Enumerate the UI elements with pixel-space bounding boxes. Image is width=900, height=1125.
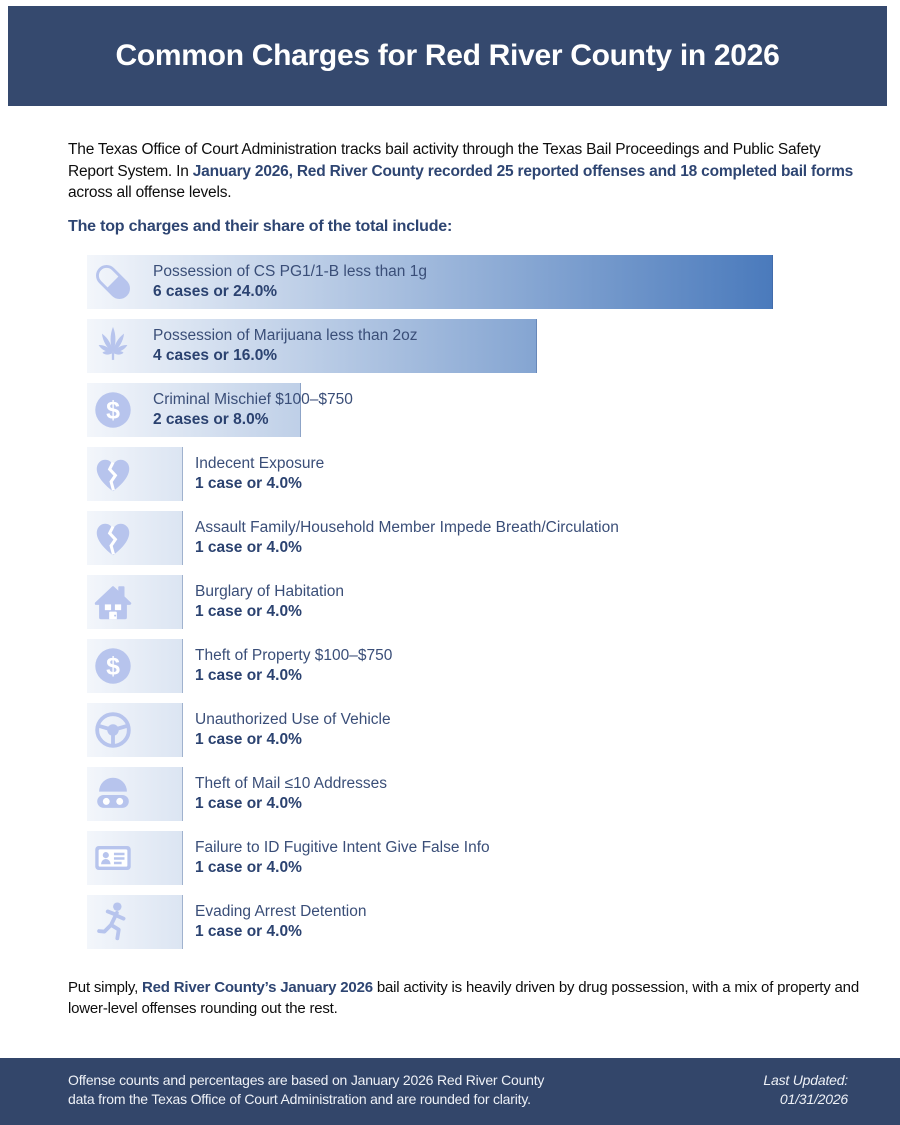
charge-label: Theft of Property $100–$750 (195, 647, 393, 664)
charge-value: 1 case or 4.0% (195, 475, 302, 492)
chart-row (87, 703, 847, 757)
svg-text:$: $ (106, 396, 120, 425)
charge-text (195, 582, 344, 622)
charge-label: Criminal Mischief $100–$750 (153, 391, 353, 408)
chart-heading: The top charges and their share of the total include: (68, 218, 453, 235)
pill-icon (90, 259, 136, 305)
charge-label: Possession of CS PG1/1-B less than 1g (153, 263, 427, 280)
dollar-circle-icon (90, 643, 136, 689)
charge-text (195, 710, 391, 750)
chart-row (87, 639, 847, 693)
footer-note-line2: data from the Texas Office of Court Administration and are rounded for clarity. (68, 1091, 531, 1107)
broken-heart-icon (90, 451, 136, 497)
charge-text (153, 326, 418, 366)
intro-paragraph: The Texas Office of Court Administration tracks bail activity through the Texas Bail Proceedings and Public Safety Report System. In January 2026, Red River County recorded 25 reported offenses and 18 completed bail forms across all offense levels. (68, 141, 854, 201)
header-banner (8, 6, 887, 106)
charge-text (195, 902, 366, 942)
charge-value: 1 case or 4.0% (195, 859, 302, 876)
charge-text (195, 646, 392, 686)
charge-text (195, 774, 387, 814)
footer-note-line1: Offense counts and percentages are based on January 2026 Red River County (68, 1072, 545, 1088)
charge-label: Indecent Exposure (195, 455, 325, 472)
svg-text:$: $ (106, 652, 120, 681)
charge-value: 1 case or 4.0% (195, 667, 302, 684)
footer (0, 1058, 900, 1125)
page-title: Common Charges for Red River County in 2026 (115, 39, 780, 72)
footer-note (68, 1071, 544, 1109)
charge-value: 1 case or 4.0% (195, 603, 302, 620)
last-updated (763, 1071, 848, 1109)
chart-row (87, 831, 847, 885)
charge-value: 4 cases or 16.0% (153, 347, 278, 364)
last-updated-label: Last Updated: (763, 1072, 848, 1088)
charge-value: 1 case or 4.0% (195, 923, 302, 940)
chart-row (87, 447, 847, 501)
house-icon (90, 579, 136, 625)
charge-label: Failure to ID Fugitive Intent Give False Info (195, 839, 490, 856)
chart-row (87, 895, 847, 949)
charge-label: Evading Arrest Detention (195, 903, 367, 920)
charge-value: 6 cases or 24.0% (153, 283, 278, 300)
steering-wheel-icon (90, 707, 136, 753)
charge-value: 2 cases or 8.0% (153, 411, 269, 428)
charge-label: Burglary of Habitation (195, 583, 345, 600)
charge-text (153, 262, 427, 302)
charge-text (195, 518, 619, 558)
charge-value: 1 case or 4.0% (195, 539, 302, 556)
chart-row (87, 383, 847, 437)
summary-paragraph: Put simply, Red River County’s January 2026 bail activity is heavily driven by drug possession, with a mix of property and lower-level offenses rounding out the rest. (68, 979, 859, 1017)
dollar-circle-icon (90, 387, 136, 433)
thief-mask-icon (90, 771, 136, 817)
chart-row (87, 255, 847, 309)
chart-row (87, 767, 847, 821)
charge-label: Unauthorized Use of Vehicle (195, 711, 391, 728)
charge-text (195, 838, 490, 878)
charge-value: 1 case or 4.0% (195, 731, 302, 748)
chart-row (87, 511, 847, 565)
id-card-icon (90, 835, 136, 881)
cannabis-leaf-icon (90, 323, 136, 369)
running-person-icon (90, 899, 136, 945)
broken-heart-icon (90, 515, 136, 561)
chart-row (87, 575, 847, 629)
chart-row (87, 319, 847, 373)
charge-label: Possession of Marijuana less than 2oz (153, 327, 418, 344)
last-updated-date: 01/31/2026 (779, 1091, 848, 1107)
charge-label: Theft of Mail ≤10 Addresses (195, 775, 388, 792)
charge-text (195, 454, 324, 494)
charge-value: 1 case or 4.0% (195, 795, 302, 812)
charge-text (153, 390, 353, 430)
charge-label: Assault Family/Household Member Impede Breath/Circulation (195, 519, 619, 536)
charges-bar-chart (87, 255, 847, 959)
